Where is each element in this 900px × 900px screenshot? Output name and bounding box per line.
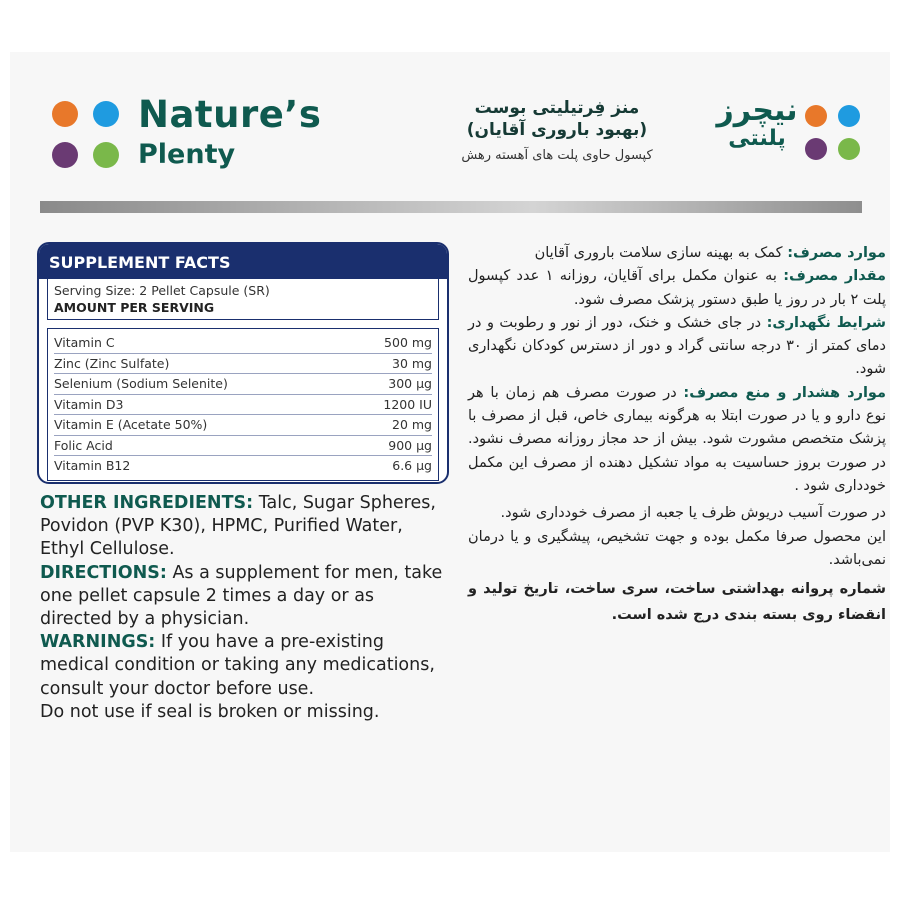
nutrient-value: 30 mg [392,355,432,371]
amount-per-serving: AMOUNT PER SERVING [54,300,215,315]
product-name-fa: منز فِرتیلیتی بوست [474,98,640,118]
green-dot-icon [838,138,860,160]
nutrient-value: 900 µg [388,437,432,453]
dosage-heading-fa: مقدار مصرف: [783,268,886,285]
table-row [54,333,432,354]
brand-line2: Plenty [138,139,236,170]
product-title-fa [427,98,687,163]
blue-dot-icon [838,105,860,127]
warnings-fa [468,382,886,498]
nutrient-name: Vitamin D3 [54,396,124,412]
nutrient-name: Folic Acid [54,437,113,453]
nutrient-name: Selenium (Sodium Selenite) [54,376,228,391]
nutrient-value: 20 mg [392,417,432,432]
nutrient-value: 6.6 µg [392,458,432,473]
warnings-text: If you have a pre-existing medical condition or taking any medications, consult your doctor before use. [40,632,435,699]
facts-list [47,328,439,481]
dosage-text-fa: به عنوان مکمل برای آقایان، روزانه ۱ عدد کپسول پلت ۲ بار در روز یا طبق دستور پزشک مصرف شود. [468,268,886,308]
brand-fa-line1: نیچرز [716,93,798,128]
brand-logo-en [138,93,322,170]
serving-size: Serving Size: 2 Pellet Capsule (SR) [54,283,270,298]
storage-heading-fa: شرایط نگهداری: [766,314,886,331]
directions-text: As a supplement for men, take one pellet capsule 2 times a day or as directed by a physician. [40,562,443,630]
warnings-heading-fa: موارد هشدار و منع مصرف: [683,384,886,401]
nutrient-value: 300 µg [388,376,432,391]
brand-logo-fa [702,94,812,151]
green-dot-icon [93,142,119,168]
supplement-note-fa: این محصول صرفا مکمل بوده و جهت تشخیص، پیشگیری و یا درمان نمی‌باشد. [468,528,886,568]
warnings-heading: WARNINGS: [40,632,156,653]
table-row [54,354,432,375]
divider-bar [40,201,862,213]
storage-text-fa: در جای خشک و خنک، دور از نور و رطوبت و در دمای کمتر از ۳۰ درجه سانتی گراد و دور از دسترس کودکان نگهداری شود. [468,314,886,378]
damage-note-fa: در صورت آسیب دریوش ظرف یا جعبه از مصرف خودداری شود. [500,505,886,522]
product-subtitle-fa: (بهبود باروری آقایان) [466,120,648,140]
nutrient-value: 500 mg [384,335,432,350]
warnings-text-fa: در صورت مصرف هم زمان با هر نوع دارو و یا در صورت ابتلا به هرگونه بیماری خاص، قبل از مصرف با پزشک متخصص مشورت شود. بیش از حد مجاز روزانه مصرف نشود. در صورت بروز حساسیت به مواد تشکیل دهنده از مصرف این مکمل خودداری شود . [468,384,886,494]
facts-header: SUPPLEMENT FACTS [39,244,447,279]
directions [40,562,450,632]
supplement-facts-panel [37,242,449,484]
nutrient-name: Vitamin C [54,335,115,350]
product-desc-fa: کپسول حاوی پلت های آهسته رهش [461,148,653,163]
seal-warning: Do not use if seal is broken or missing. [40,701,380,722]
table-row [54,436,432,457]
table-row [54,456,432,476]
serving-info [47,279,439,320]
table-row [54,374,432,395]
warnings [40,631,450,701]
directions-heading: DIRECTIONS: [40,562,167,583]
storage-fa [468,312,886,382]
nutrient-name: Vitamin E (Acetate 50%) [54,417,208,432]
other-ingredients-heading: OTHER INGREDIENTS: [40,493,254,513]
nutrient-value: 1200 IU [383,396,432,412]
other-ingredients-text: Talc, Sugar Spheres, Povidon (PVP K30), HPMC, Purified Water, Ethyl Cellulose. [40,493,436,560]
table-row [54,415,432,436]
dosage-fa [468,265,886,312]
nutrient-name: Zinc (Zinc Sulfate) [54,355,170,371]
license-note-fa: شماره پروانه بهداشتی ساخت، سری ساخت، تاریخ تولید و انقضاء روی بسته بندی درج شده است. [468,581,886,624]
usage-text-fa: کمک به بهینه سازی سلامت باروری آقایان [534,245,788,261]
purple-dot-icon [52,142,78,168]
usage-heading-fa: موارد مصرف: [787,245,886,261]
usage-fa [468,242,886,265]
other-ingredients [40,492,450,562]
english-info [40,492,450,724]
blue-dot-icon [93,101,119,127]
nutrient-name: Vitamin B12 [54,458,131,473]
brand-line1: Nature’s [138,93,322,136]
orange-dot-icon [52,101,78,127]
brand-fa-line2: پلنتی [728,126,786,151]
table-row [54,395,432,416]
persian-info [468,242,886,628]
